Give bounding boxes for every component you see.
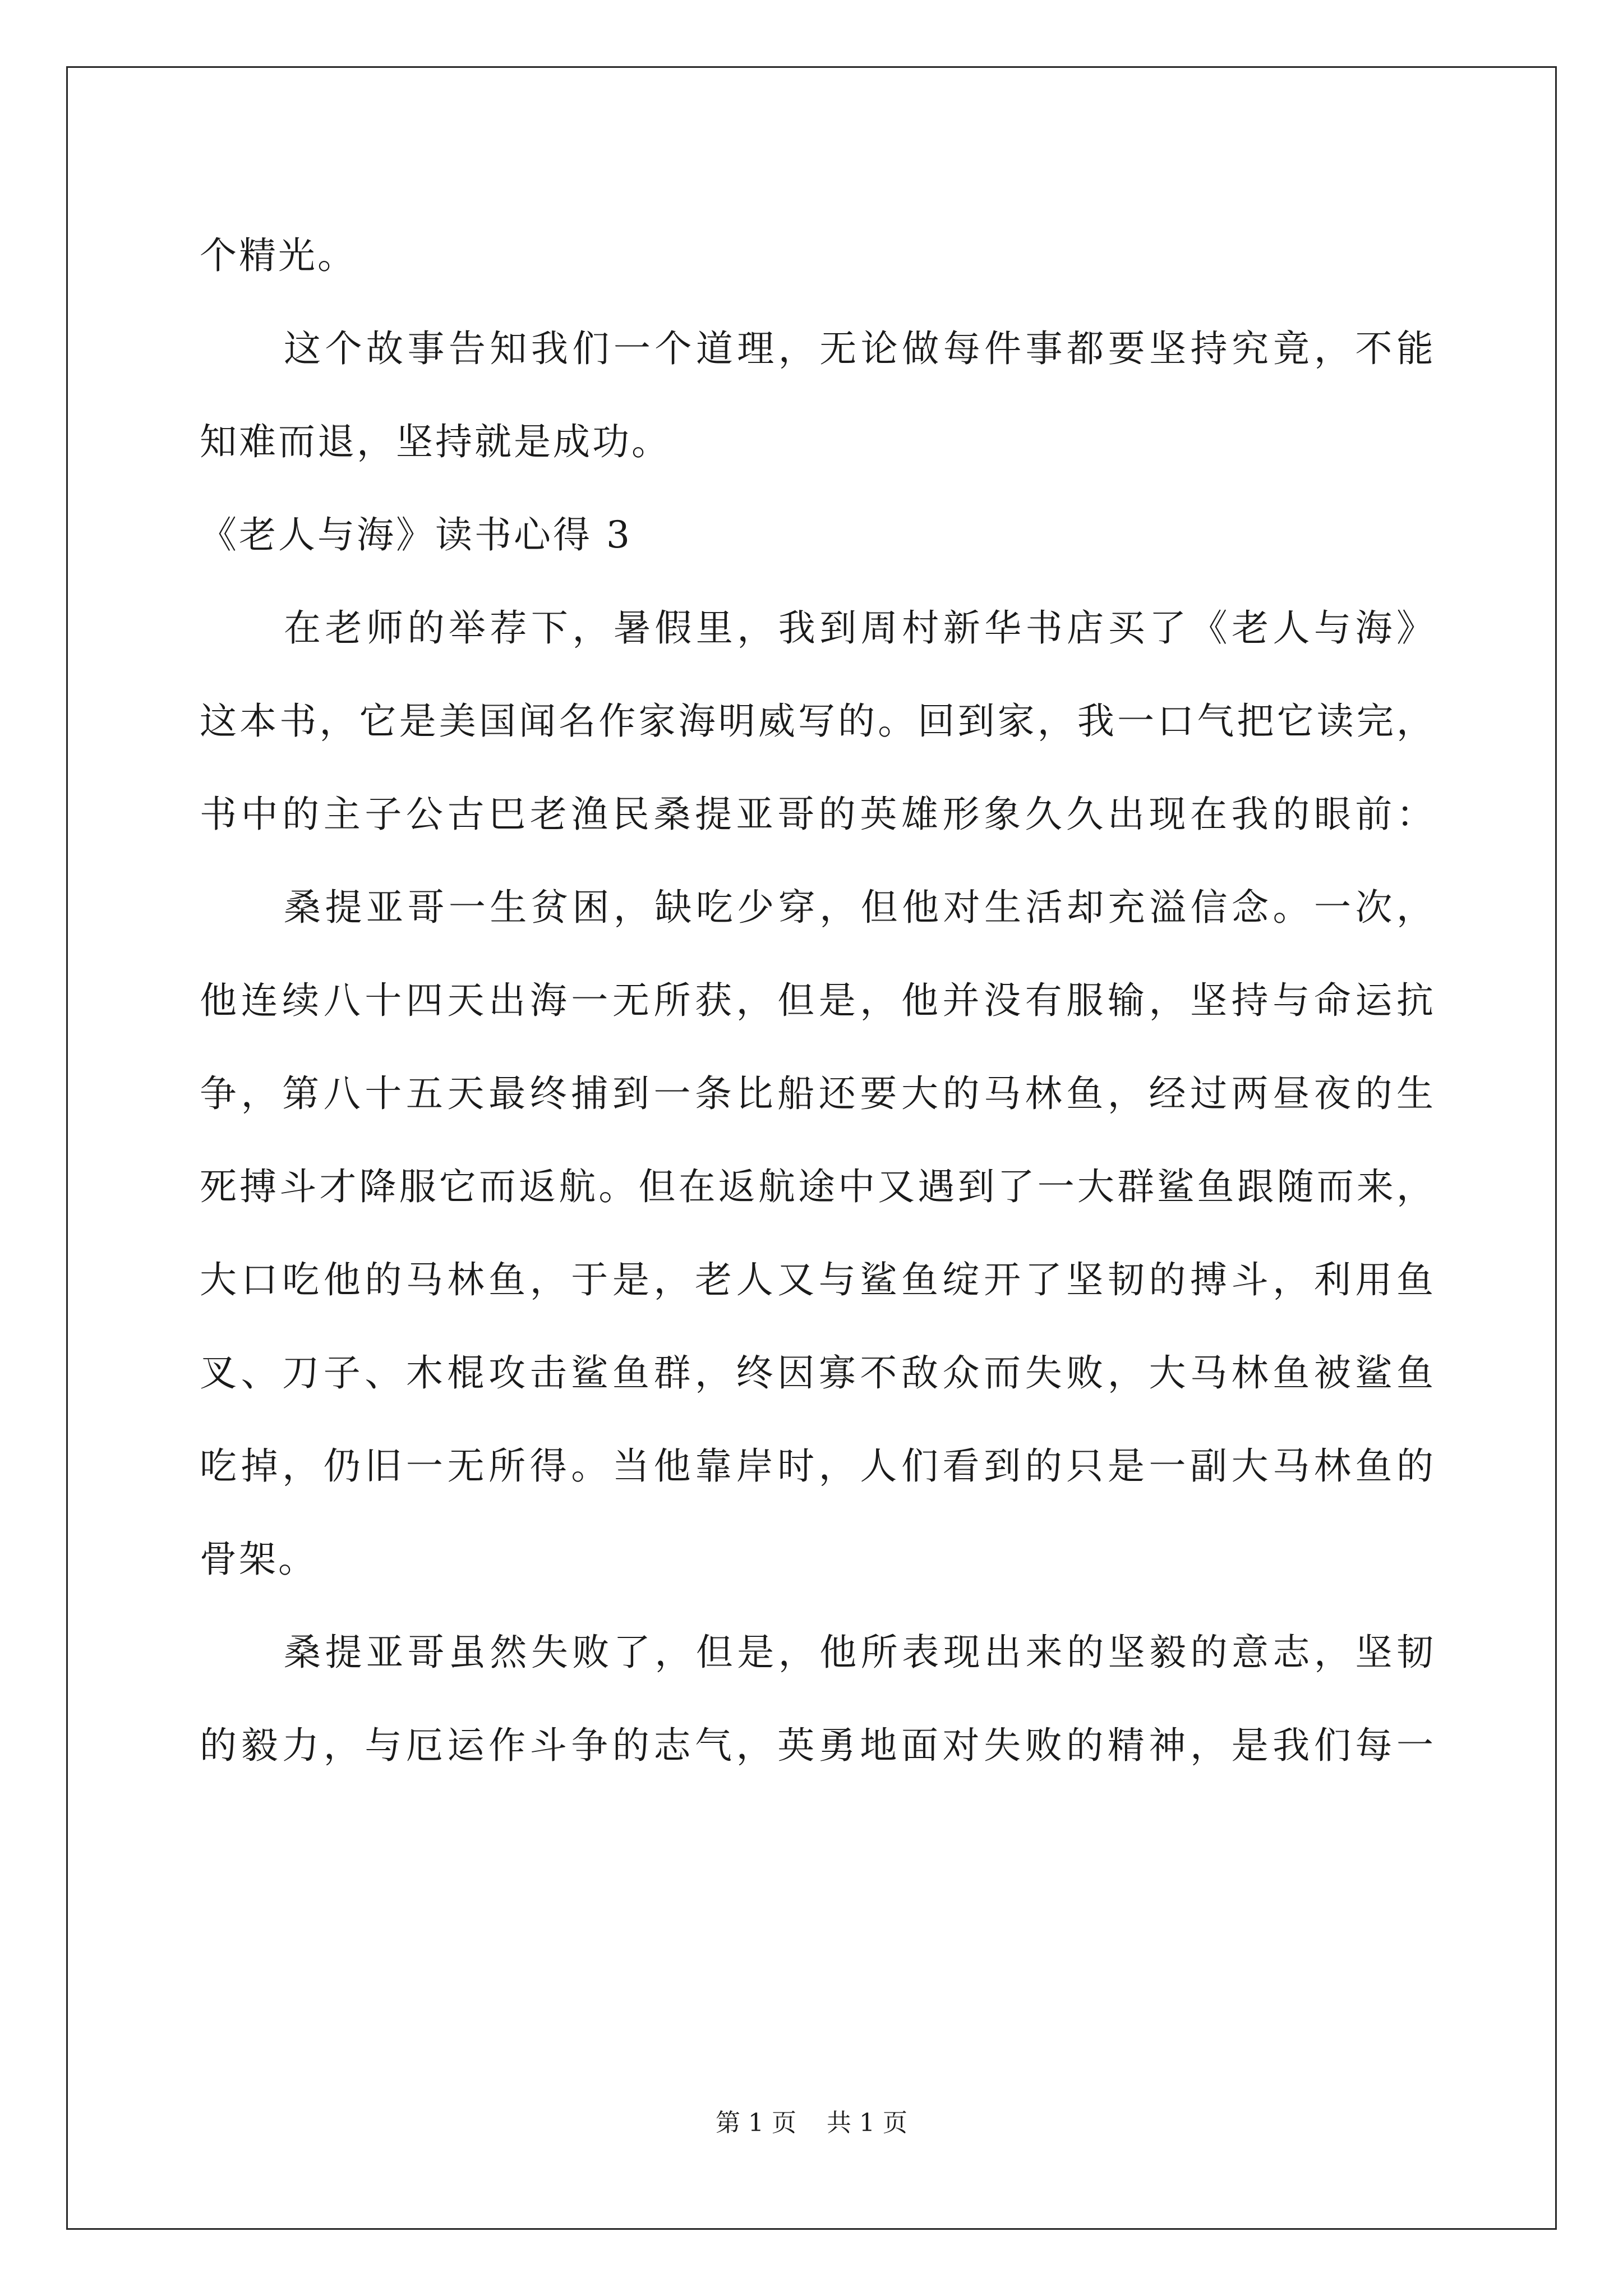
paragraph-line: 的毅力，与厄运作斗争的志气，英勇地面对失败的精神，是我们每一: [200, 1724, 1436, 1767]
page-footer: [0, 2106, 1623, 2140]
paragraph-line: 个精光。: [200, 234, 357, 277]
paragraph-line: 这个故事告知我们一个道理，无论做每件事都要坚持究竟，不能: [284, 327, 1436, 370]
paragraph-line: 桑提亚哥一生贫困，缺吃少穿，但他对生活却充溢信念。一次，: [284, 886, 1436, 929]
paragraph-line: 知难而退，坚持就是成功。: [200, 420, 671, 463]
paragraph-line: 这本书，它是美国闻名作家海明威写的。回到家，我一口气把它读完，: [200, 700, 1436, 743]
paragraph-line: 他连续八十四天出海一无所获，但是，他并没有服输，坚持与命运抗: [200, 979, 1436, 1022]
paragraph-line: 在老师的举荐下，暑假里，我到周村新华书店买了《老人与海》: [284, 606, 1436, 650]
paragraph-line: 吃掉，仍旧一无所得。当他靠岸时，人们看到的只是一副大马林鱼的: [200, 1444, 1436, 1488]
paragraph-line: 书中的主子公古巴老渔民桑提亚哥的英雄形象久久出现在我的眼前：: [200, 793, 1436, 836]
paragraph-line: 死搏斗才降服它而返航。但在返航途中又遇到了一大群鲨鱼跟随而来，: [200, 1165, 1436, 1208]
paragraph-line: 骨架。: [200, 1538, 317, 1581]
page-total: 共 1 页: [827, 2109, 907, 2137]
paragraph-line: 大口吃他的马林鱼，于是，老人又与鲨鱼绽开了坚韧的搏斗，利用鱼: [200, 1258, 1436, 1301]
document-body: [200, 209, 1436, 1792]
page-number: 第 1 页: [716, 2109, 796, 2137]
paragraph-line: 桑提亚哥虽然失败了，但是，他所表现出来的坚毅的意志，坚韧: [284, 1631, 1436, 1674]
paragraph-line: 叉、刀子、木棍攻击鲨鱼群，终因寡不敌众而失败，大马林鱼被鲨鱼: [200, 1351, 1436, 1395]
paragraph-line: 争，第八十五天最终捕到一条比船还要大的马林鱼，经过两昼夜的生: [200, 1072, 1436, 1115]
section-heading: 《老人与海》读书心得 3: [200, 513, 632, 556]
